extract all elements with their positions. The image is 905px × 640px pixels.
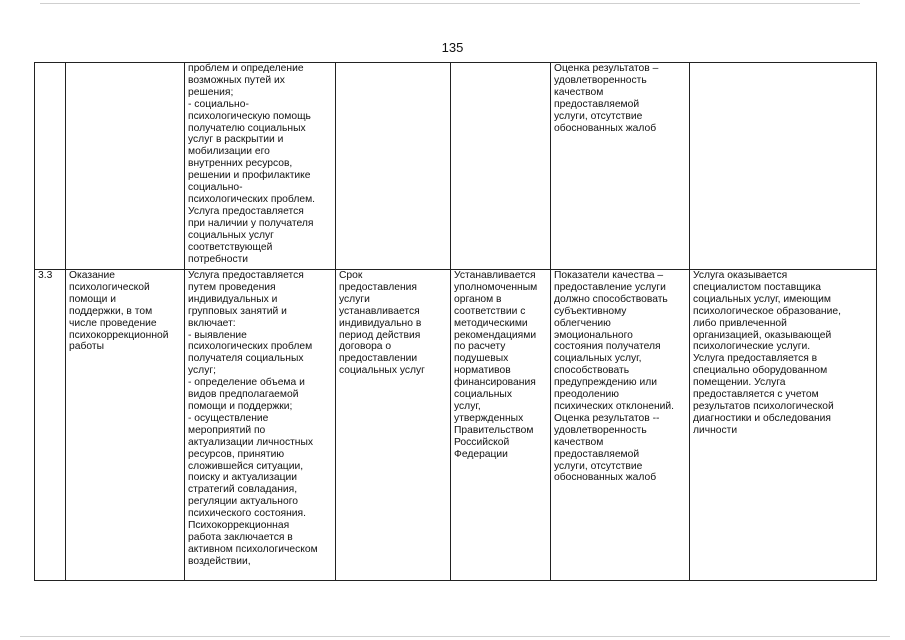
- cell-quality-indicators: Оценка результатов – удовлетворенность качеством предоставляемой услуги, отсутствие обоснованных жалоб: [551, 63, 690, 270]
- cell-service-term: Срок предоставления услуги устанавливается индивидуально в период действия договора о предоставлении социальных услуг: [336, 270, 451, 581]
- scan-artifact-top: [40, 3, 860, 4]
- cell-number: [35, 63, 66, 270]
- cell-service-name: Оказание психологической помощи и поддержки, в том числе проведение психокоррекционной работы: [66, 270, 185, 581]
- cell-number: 3.3: [35, 270, 66, 581]
- table-row: [35, 63, 877, 270]
- services-table: [34, 62, 877, 581]
- cell-service-content: проблем и определение возможных путей их решения; - социально- психологическую помощь получателю социальных услуг в раскрытии и мобилизации его внутренних ресурсов, решении и профилактике социально- психологических проблем. Услуга предоставляется при наличии у получателя социальных услуг соответствующей потребности: [185, 63, 336, 270]
- cell-quality-indicators: Показатели качества – предоставление услуги должно способствовать субъективному облегчению эмоционального состояния получателя социальных услуг, способствовать предупреждению или преодолению психических отклонений. Оценка результатов -- удовлетворенность качеством предоставляемой услуги, отсутствие обоснованных жалоб: [551, 270, 690, 581]
- table-row: [35, 270, 877, 581]
- cell-service-content: Услуга предоставляется путем проведения индивидуальных и групповых занятий и включает: - выявление психологических проблем получателя социальных услуг; - определение объема и видов предполагаемой помощи и поддержки; - осуществление мероприятий по актуализации личностных ресурсов, принятию сложившейся ситуации, поиску и актуализации стратегий совладания, регуляции актуального психического состояния. Психокоррекционная работа заключается в активном психологическом воздействии,: [185, 270, 336, 581]
- cell-service-conditions: Услуга оказывается специалистом поставщика социальных услуг, имеющим психологическое образование, либо привлеченной организацией, оказывающей психологические услуги. Услуга предоставляется в специально оборудованном помещении. Услуга предоставляется с учетом результатов психологической диагностики и обследования личности: [690, 270, 877, 581]
- cell-per-capita-norm: Устанавливается уполномоченным органом в соответствии с методическими рекомендациями по расчету подушевых нормативов финансирования социальных услуг, утвержденных Правительством Российской Федерации: [451, 270, 551, 581]
- cell-service-conditions: [690, 63, 877, 270]
- cell-service-name: [66, 63, 185, 270]
- scan-artifact-bottom: [20, 636, 890, 637]
- cell-service-term: [336, 63, 451, 270]
- cell-per-capita-norm: [451, 63, 551, 270]
- page-number: 135: [441, 40, 464, 55]
